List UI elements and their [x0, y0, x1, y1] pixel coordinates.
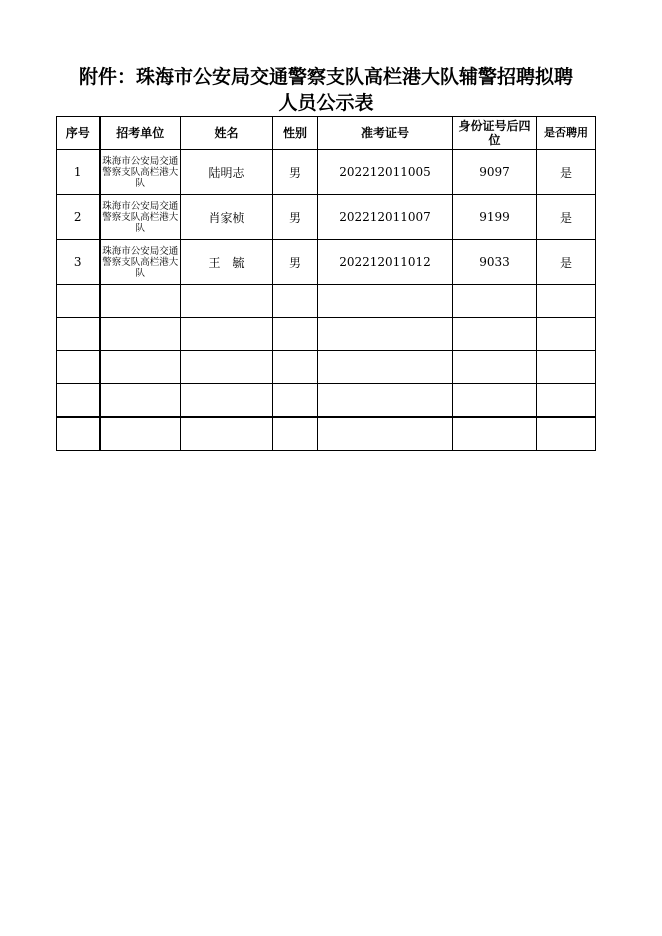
empty-cell	[181, 351, 273, 384]
cell-gender: 男	[273, 195, 318, 240]
empty-row	[57, 417, 596, 451]
empty-cell	[100, 285, 181, 318]
empty-cell	[57, 351, 100, 384]
title-line-2: 人员公示表	[278, 92, 374, 114]
empty-row	[57, 285, 596, 318]
empty-cell	[318, 351, 453, 384]
cell-id-last4: 9033	[453, 240, 537, 285]
empty-cell	[453, 318, 537, 351]
empty-cell	[537, 384, 596, 418]
cell-exam-no: 202212011005	[318, 150, 453, 195]
empty-cell	[318, 318, 453, 351]
cell-id-last4: 9199	[453, 195, 537, 240]
cell-hired: 是	[537, 195, 596, 240]
cell-unit: 珠海市公安局交通警察支队高栏港大队	[100, 150, 181, 195]
empty-cell	[181, 318, 273, 351]
cell-name: 王 毓	[181, 240, 273, 285]
header-unit: 招考单位	[100, 117, 181, 150]
table-header-row	[57, 117, 596, 150]
personnel-table	[56, 116, 596, 451]
empty-cell	[537, 351, 596, 384]
cell-unit: 珠海市公安局交通警察支队高栏港大队	[100, 195, 181, 240]
header-no: 序号	[57, 117, 100, 150]
empty-cell	[181, 384, 273, 418]
page-title	[56, 64, 596, 116]
empty-cell	[57, 285, 100, 318]
empty-cell	[57, 417, 100, 451]
header-exam-no: 准考证号	[318, 117, 453, 150]
empty-cell	[273, 384, 318, 418]
cell-unit: 珠海市公安局交通警察支队高栏港大队	[100, 240, 181, 285]
empty-cell	[273, 417, 318, 451]
empty-cell	[100, 384, 181, 418]
empty-cell	[318, 285, 453, 318]
cell-gender: 男	[273, 150, 318, 195]
cell-no: 2	[57, 195, 100, 240]
empty-cell	[57, 384, 100, 418]
cell-name: 陆明志	[181, 150, 273, 195]
empty-cell	[181, 285, 273, 318]
empty-cell	[537, 318, 596, 351]
cell-name: 肖家桢	[181, 195, 273, 240]
empty-cell	[537, 417, 596, 451]
empty-cell	[453, 384, 537, 418]
empty-cell	[181, 417, 273, 451]
empty-row	[57, 318, 596, 351]
cell-exam-no: 202212011007	[318, 195, 453, 240]
cell-exam-no: 202212011012	[318, 240, 453, 285]
empty-cell	[273, 318, 318, 351]
empty-cell	[318, 417, 453, 451]
empty-cell	[453, 351, 537, 384]
empty-cell	[100, 318, 181, 351]
cell-gender: 男	[273, 240, 318, 285]
cell-hired: 是	[537, 150, 596, 195]
empty-cell	[537, 285, 596, 318]
table-row	[57, 150, 596, 195]
empty-cell	[57, 318, 100, 351]
cell-hired: 是	[537, 240, 596, 285]
empty-cell	[273, 351, 318, 384]
title-line-1: 附件：珠海市公安局交通警察支队高栏港大队辅警招聘拟聘	[78, 66, 573, 88]
empty-cell	[318, 384, 453, 418]
empty-row	[57, 384, 596, 418]
empty-cell	[453, 417, 537, 451]
header-id-last4: 身份证号后四位	[453, 117, 537, 150]
cell-no: 3	[57, 240, 100, 285]
header-hired: 是否聘用	[537, 117, 596, 150]
empty-row	[57, 351, 596, 384]
header-gender: 性别	[273, 117, 318, 150]
empty-cell	[453, 285, 537, 318]
cell-id-last4: 9097	[453, 150, 537, 195]
table-row	[57, 240, 596, 285]
table-row	[57, 195, 596, 240]
empty-cell	[100, 417, 181, 451]
empty-cell	[273, 285, 318, 318]
cell-no: 1	[57, 150, 100, 195]
header-name: 姓名	[181, 117, 273, 150]
empty-cell	[100, 351, 181, 384]
